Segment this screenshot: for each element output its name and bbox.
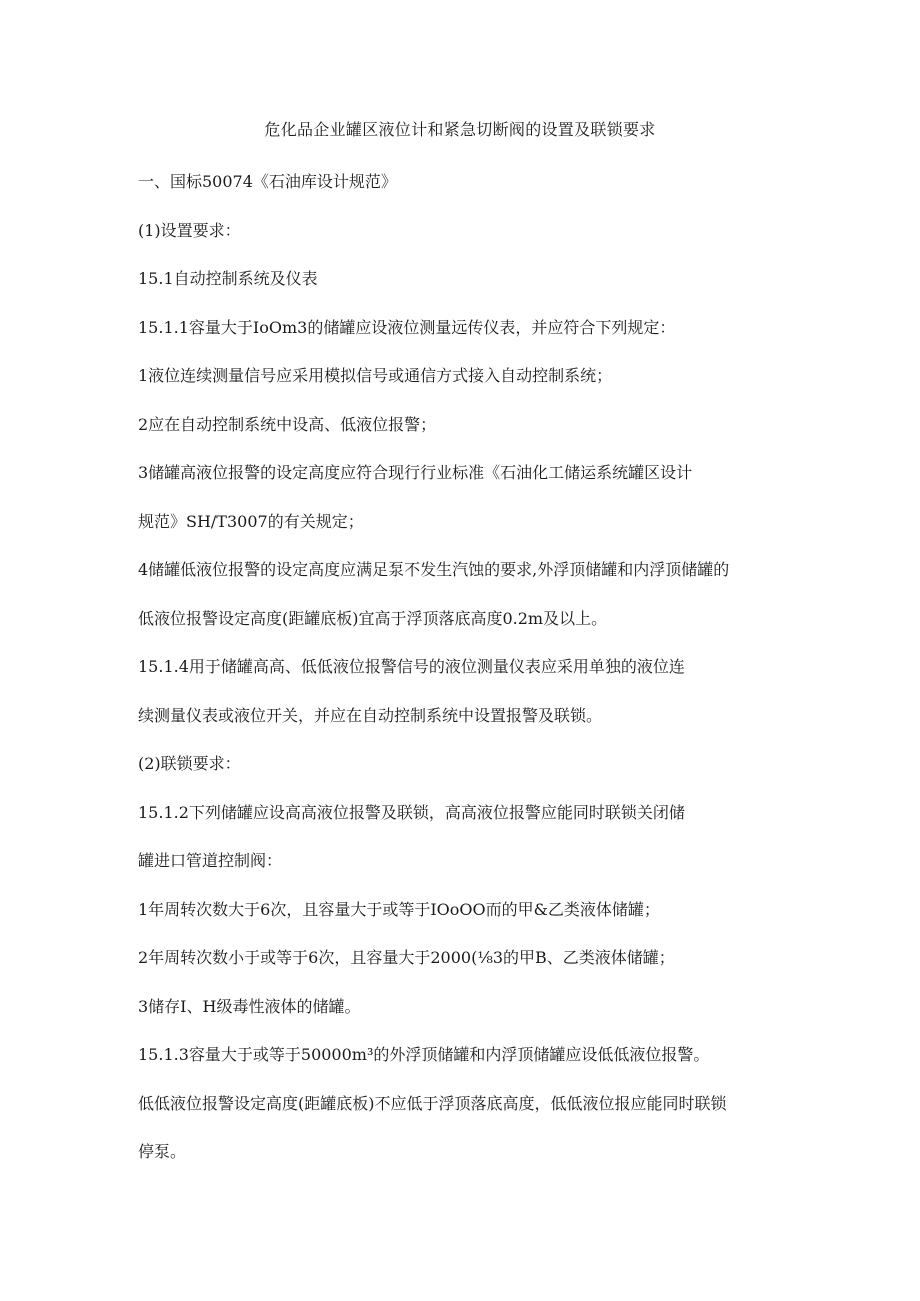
clause-item-1: 1液位连续测量信号应采用模拟信号或通信方式接入自动控制系统； [138, 366, 613, 385]
clause-15-1-2-line-2: 罐进口管道控制阀： [138, 851, 283, 870]
clause-15-1-3-line-1: 15.1.3容量大于或等于50000m³的外浮顶储罐和内浮顶储罐应设低低液位报警。 [138, 1045, 710, 1064]
clause-item-3-line-2: 规范》SH/T3007的有关规定； [138, 511, 364, 531]
clause-item-3-line-1: 3储罐高液位报警的设定高度应符合现行行业标准《石油化工储运系统罐区设计 [138, 463, 693, 482]
clause-heading-15-1: 15.1自动控制系统及仪表 [138, 269, 318, 288]
document-title: 危化品企业罐区液位计和紧急切断阀的设置及联锁要求 [264, 120, 656, 139]
clause-15-1-3-line-2: 低低液位报警设定高度(距罐底板)不应低于浮顶落底高度，低低液位报应能同时联锁 [138, 1093, 727, 1113]
clause-item-2: 2应在自动控制系统中设高、低液位报警； [138, 414, 437, 434]
clause-15-1-1: 15.1.1容量大于IoOm3的储罐应设液位测量远传仪表，并应符合下列规定： [138, 317, 676, 337]
subsection-heading-interlock-requirements: (2)联锁要求： [138, 754, 241, 773]
subsection-heading-setup-requirements: (1)设置要求： [138, 220, 241, 240]
clause-15-1-4-line-2: 续测量仪表或液位开关，并应在自动控制系统中设置报警及联锁。 [138, 705, 603, 725]
interlock-item-3: 3储存I、H级毒性液体的储罐。 [138, 996, 361, 1016]
interlock-item-2: 2年周转次数小于或等于6次，且容量大于2000(⅛3的甲B、乙类液体储罐； [138, 948, 675, 967]
clause-item-4-line-2: 低液位报警设定高度(距罐底板)宜高于浮顶落底高度0.2m及以上。 [138, 608, 608, 628]
clause-15-1-3-line-3: 停泵。 [138, 1142, 187, 1161]
clause-15-1-2-line-1: 15.1.2下列储罐应设高高液位报警及联锁，高高液位报警应能同时联锁关闭储 [138, 802, 685, 822]
clause-15-1-4-line-1: 15.1.4用于储罐高高、低低液位报警信号的液位测量仪表应采用单独的液位连 [138, 657, 685, 676]
document-body [138, 170, 798, 1189]
section-heading-national-standard: 一、国标50074《石油库设计规范》 [138, 172, 397, 191]
clause-item-4-line-1: 4储罐低液位报警的设定高度应满足泵不发生汽蚀的要求,外浮顶储罐和内浮顶储罐的 [138, 560, 730, 579]
interlock-item-1: 1年周转次数大于6次，且容量大于或等于IOoOO而的甲&乙类液体储罐； [138, 899, 660, 919]
